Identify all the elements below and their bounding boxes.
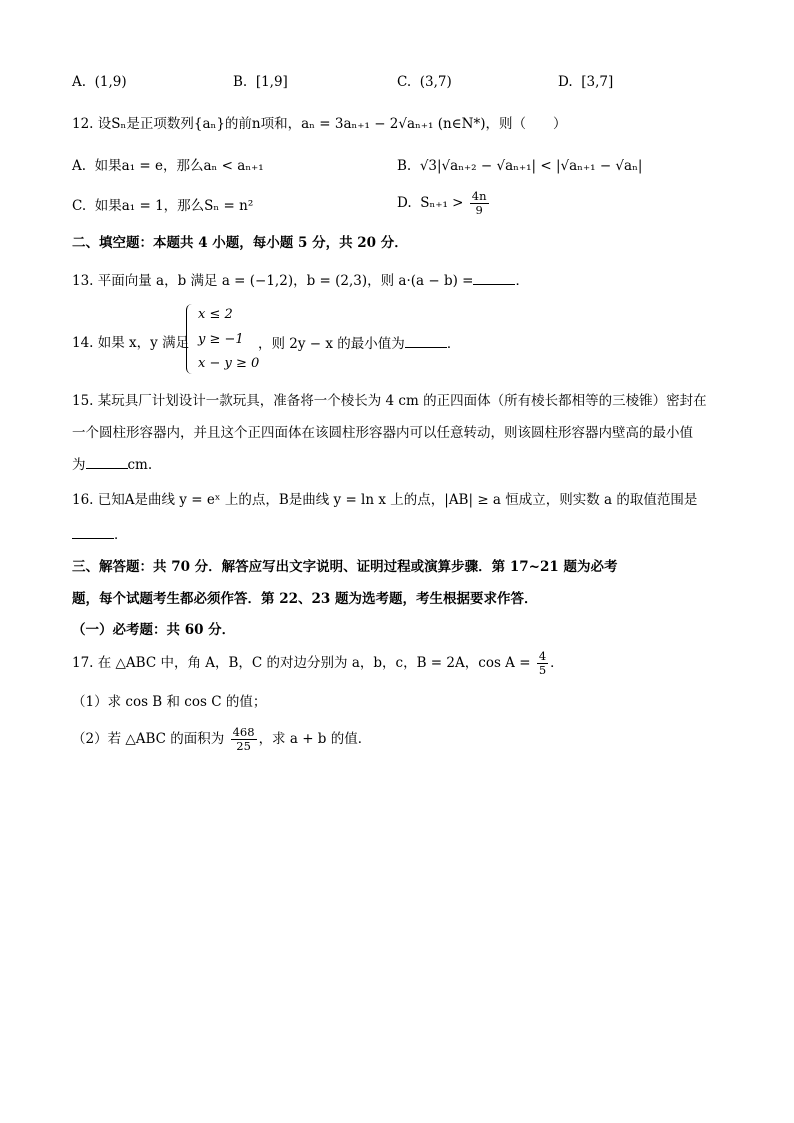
subsection1-heading: （一）必考题：共 60 分． xyxy=(72,622,236,638)
q15-line3 xyxy=(72,454,152,475)
option-label: B. xyxy=(397,158,412,174)
option-text: √3|√aₙ₊₂ − √aₙ₊₁| < |√aₙ₊₁ − √aₙ| xyxy=(419,158,643,174)
q12-option-c xyxy=(72,196,253,216)
q12-option-b xyxy=(397,156,642,176)
option-label: A. xyxy=(72,74,87,90)
option-text: 如果a₁ = e，那么aₙ < aₙ₊₁ xyxy=(94,158,264,174)
q14-condition-2: y ≥ −1 xyxy=(198,332,244,347)
q17-part1: （1）求 cos B 和 cos C 的值； xyxy=(72,694,267,710)
q14-end: ． xyxy=(446,336,461,352)
fraction xyxy=(231,726,257,753)
q13-end: ． xyxy=(515,273,529,289)
option-label: C. xyxy=(397,74,412,90)
q12-option-d xyxy=(397,190,491,217)
option-text: 如果a₁ = 1，那么Sₙ = n² xyxy=(94,198,254,214)
section3-line2: 题，每个试题考生都必须作答．第 22、23 题为选考题，考生根据要求作答． xyxy=(72,591,538,607)
q11-option-d xyxy=(558,72,613,92)
answer-blank xyxy=(473,270,515,285)
option-value: (1,9) xyxy=(94,74,127,90)
fraction-numerator: 4n xyxy=(471,189,487,203)
q12-stem: 12. 设Sₙ是正项数列{aₙ}的前n项和，aₙ = 3aₙ₊₁ − 2√aₙ₊₁ (n∈N*)，则（ ） xyxy=(72,116,567,132)
fraction-denominator: 5 xyxy=(538,663,547,677)
fraction xyxy=(537,650,548,677)
q16-end: ． xyxy=(114,527,128,543)
q17-part2-text: （2）若 △ABC 的面积为 xyxy=(72,731,225,747)
option-label: A. xyxy=(72,158,87,174)
q17-part2-end: ，求 a + b 的值． xyxy=(258,731,372,747)
q14-condition-1: x ≤ 2 xyxy=(198,307,233,322)
q16-line1: 16. 已知A是曲线 y = eˣ 上的点，B是曲线 y = ln x 上的点，|AB| ≥ a 恒成立，则实数 a 的取值范围是 xyxy=(72,492,698,508)
option-value: [3,7] xyxy=(581,74,614,90)
option-value: (3,7) xyxy=(419,74,452,90)
q17-part2 xyxy=(72,726,371,753)
q11-option-c xyxy=(397,72,452,92)
q14-prefix: 14. 如果 x，y 满足 xyxy=(72,335,190,351)
system-brace xyxy=(186,304,195,374)
answer-blank xyxy=(86,454,128,469)
q14-condition-3: x − y ≥ 0 xyxy=(198,356,260,371)
q17-text: 17. 在 △ABC 中，角 A，B，C 的对边分别为 a，b，c，B = 2A，cos A = xyxy=(72,655,531,671)
section3-line1: 三、解答题：共 70 分．解答应写出文字说明、证明过程或演算步骤．第 17~21 题为必考 xyxy=(72,559,618,575)
option-text: Sₙ₊₁ > xyxy=(420,195,464,211)
section2-heading: 二、填空题：本题共 4 小题，每小题 5 分，共 20 分． xyxy=(72,235,408,251)
fraction-denominator: 25 xyxy=(236,739,251,753)
fraction-denominator: 9 xyxy=(475,203,483,217)
q13 xyxy=(72,270,529,291)
q11-option-b xyxy=(233,72,288,92)
q12-option-a xyxy=(72,156,264,176)
fraction-numerator: 468 xyxy=(232,725,255,739)
q15-text: 为 xyxy=(72,457,86,473)
answer-blank xyxy=(405,333,447,348)
q16-line2 xyxy=(72,524,128,545)
q17-stem xyxy=(72,650,564,677)
q13-text: 13. 平面向量 a，b 满足 a = (−1,2)，b = (2,3)，则 a·(a − b) = xyxy=(72,273,474,289)
q11-option-a xyxy=(72,72,127,92)
q17-end: ． xyxy=(550,655,564,671)
option-label: B. xyxy=(233,74,248,90)
answer-blank xyxy=(72,524,114,539)
q15-line1: 15. 某玩具厂计划设计一款玩具，准备将一个棱长为 4 cm 的正四面体（所有棱长都相等的三棱锥）密封在 xyxy=(72,393,707,409)
q14-suffix xyxy=(258,333,460,354)
fraction xyxy=(470,190,489,217)
q15-line2: 一个圆柱形容器内，并且这个正四面体在该圆柱形容器内可以任意转动，则该圆柱形容器内壁高的最小值 xyxy=(72,425,693,441)
option-label: D. xyxy=(397,195,412,211)
q15-unit: cm. xyxy=(127,457,153,473)
fraction-numerator: 4 xyxy=(538,649,547,663)
option-label: C. xyxy=(72,198,87,214)
option-label: D. xyxy=(558,74,573,90)
q14-text: ，则 2y − x 的最小值为 xyxy=(258,336,405,352)
option-value: [1,9] xyxy=(255,74,288,90)
